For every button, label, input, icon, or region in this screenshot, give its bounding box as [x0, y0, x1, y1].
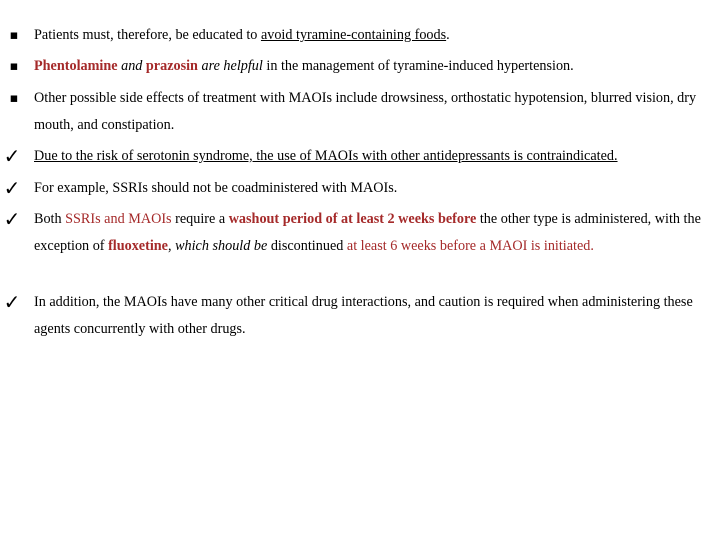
text-run: are helpful — [197, 58, 263, 74]
bullet-text — [34, 289, 706, 342]
text-run: In addition, the MAOIs have many other critical drug interactions, and caution is required when administering these agents concurrently with other drugs. — [34, 294, 693, 337]
text-run: Patients must, therefore, be educated to — [34, 27, 261, 43]
text-run: which should be — [175, 237, 268, 254]
text-run: avoid tyramine-containing foods — [260, 27, 447, 43]
checkmark-icon: ✓ — [3, 290, 21, 314]
text-run: and — [117, 58, 146, 74]
text-run: at least 6 weeks before a MAOI is initiated. — [346, 237, 594, 254]
bullet-text — [34, 53, 706, 80]
bullet-text — [34, 85, 706, 138]
text-run: Both — [34, 211, 66, 227]
text-run: Other possible side effects of treatment with MAOIs include drowsiness, orthostatic hypotension, blurred vision, dry mouth, and constipation. — [34, 90, 697, 133]
square-bullet-icon: ▪ — [9, 91, 19, 106]
checkmark-icon: ✓ — [3, 144, 21, 168]
text-run: For example, SSRIs should not be coadministered with MAOIs. — [34, 180, 398, 196]
text-run: , — [167, 237, 176, 254]
text-run: the other type is administered, with the exception of — [34, 211, 701, 254]
text-run: discontinued — [267, 237, 347, 254]
text-run: in the management of tyramine-induced hypertension. — [262, 58, 574, 74]
text-run: Due to the risk of serotonin syndrome, the use of MAOIs with other antidepressants is contraindicated. — [34, 148, 618, 164]
bullet-text — [34, 175, 706, 202]
text-run: washout period of at least 2 weeks before — [228, 211, 477, 227]
text-run: SSRIs and MAOIs — [65, 211, 172, 227]
checkmark-icon: ✓ — [3, 176, 21, 200]
bullet-text — [34, 143, 706, 170]
text-run: prazosin — [145, 58, 198, 74]
square-bullet-icon: ▪ — [9, 59, 19, 74]
text-run: fluoxetine — [108, 237, 168, 254]
text-run: Phentolamine — [34, 58, 118, 74]
text-run: require a — [171, 211, 229, 227]
bullet-text — [34, 22, 706, 49]
checkmark-icon: ✓ — [3, 207, 21, 231]
square-bullet-icon: ▪ — [9, 28, 19, 43]
text-run: . — [446, 27, 450, 43]
bullet-text — [34, 206, 706, 259]
